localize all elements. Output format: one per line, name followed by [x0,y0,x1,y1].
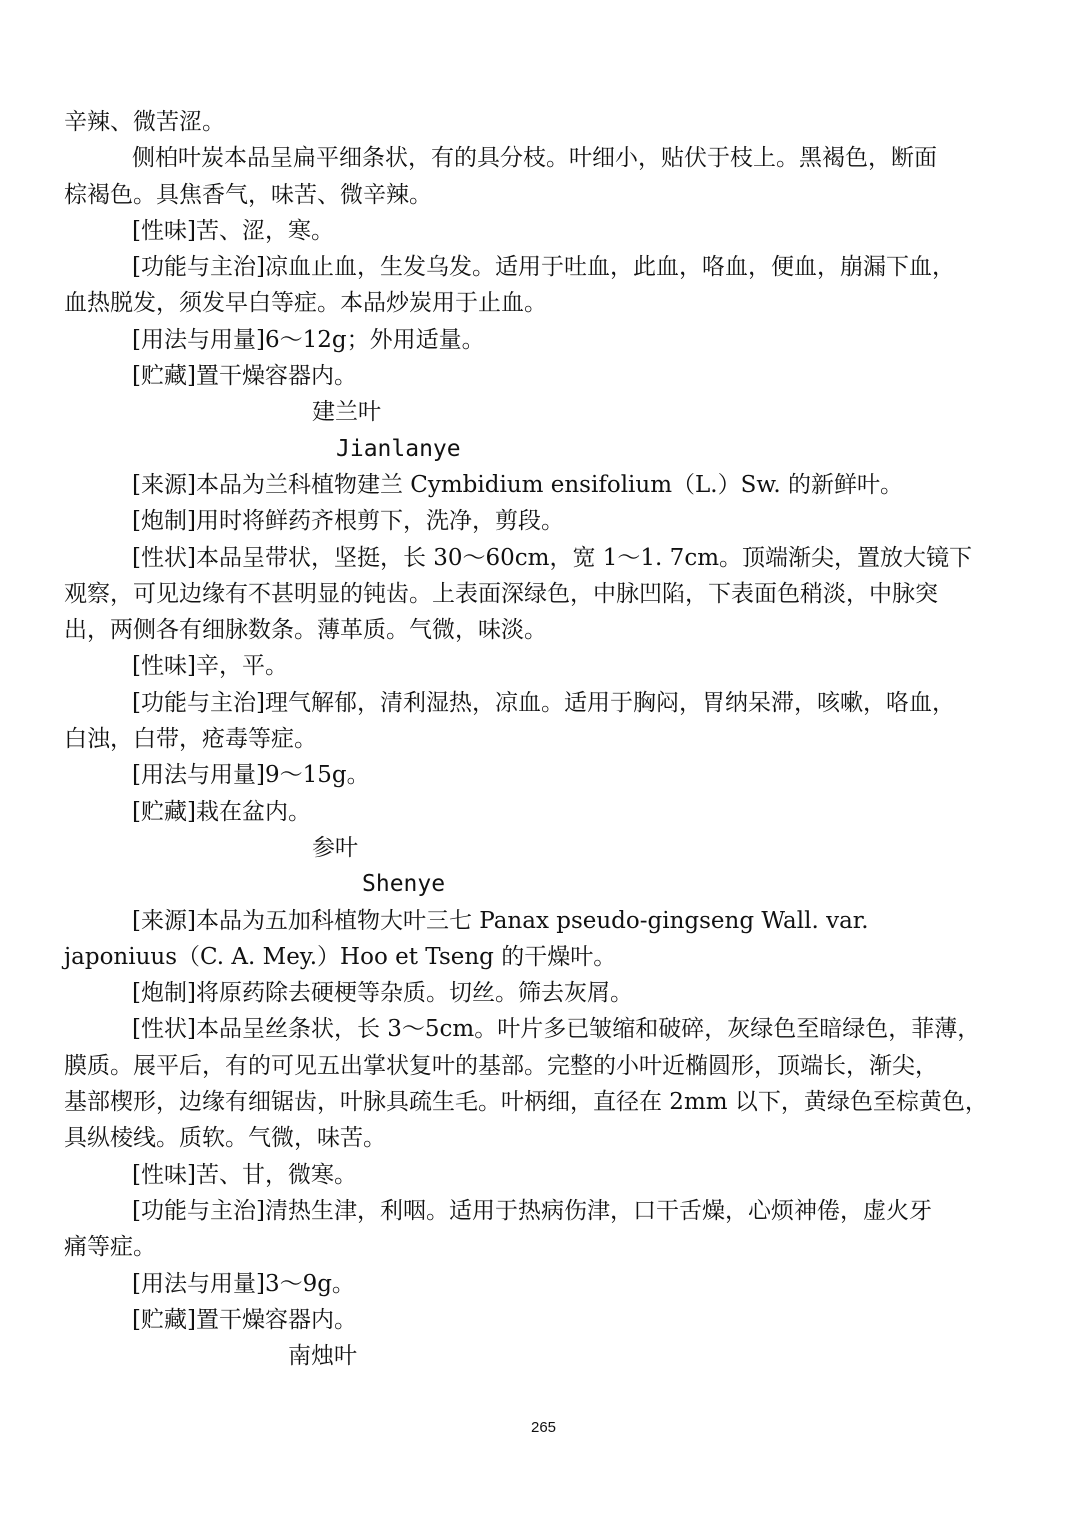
text-line: [用法与用量]6～12g；外用适量。 [132,326,485,353]
text-line: [性状]本品呈带状，坚挺，长 30～60cm，宽 1～1. 7cm。顶端渐尖，置放大镜下 [132,544,973,571]
text-line: [炮制]将原药除去硬梗等杂质。切丝。筛去灰屑。 [132,980,633,1007]
entry-heading: 南烛叶 [288,1343,357,1370]
entry-heading: 建兰叶 [312,399,381,426]
entry-heading: 参叶 [312,834,358,861]
text-line: 痛等症。 [64,1234,156,1261]
text-line: 辛辣、微苦涩。 [64,109,225,135]
text-line: [贮藏]栽在盆内。 [132,798,311,825]
text-line: 基部楔形，边缘有细锯齿，叶脉具疏生毛。叶柄细，直径在 2mm 以下，黄绿色至棕黄色， [64,1089,988,1116]
text-line: [功能与主治]凉血止血，生发乌发。适用于吐血，此血，咯血，便血，崩漏下血， [132,254,955,281]
entry-pinyin: Jianlanye [336,435,461,462]
entry-pinyin: Shenye [362,871,446,898]
text-line: [功能与主治]理气解郁，清利湿热，凉血。适用于胸闷，胃纳呆滞，咳嗽，咯血， [132,689,955,716]
text-line: 侧柏叶炭本品呈扁平细条状，有的具分枝。叶细小，贴伏于枝上。黑褐色，断面 [132,145,937,172]
text-line: 白浊，白带，疮毒等症。 [64,726,317,753]
text-line: [功能与主治]清热生津，利咽。适用于热病伤津，口干舌燥，心烦神倦，虚火牙 [132,1197,932,1224]
text-line: [炮制]用时将鲜药齐根剪下，洗净，剪段。 [132,508,564,535]
text-line: [用法与用量]9～15g。 [132,762,370,789]
text-line: 棕褐色。具焦香气，味苦、微辛辣。 [64,181,432,208]
text-line: 血热脱发，须发早白等症。本品炒炭用于止血。 [64,290,547,317]
text-line: [贮藏]置干燥容器内。 [132,363,357,390]
text-line: [来源]本品为兰科植物建兰 Cymbidium ensifolium（L.）Sw. 的新鲜叶。 [132,471,903,498]
text-line: 具纵棱线。质软。气微，味苦。 [64,1125,386,1152]
text-line: [用法与用量]3～9g。 [132,1270,355,1297]
text-line: [来源]本品为五加科植物大叶三七 Panax pseudo-gingseng Wall. var. [132,907,869,934]
text-line: japoniuus（C. A. Mey.）Hoo et Tseng 的干燥叶。 [64,943,617,970]
page-body [64,104,1026,1374]
text-line: 膜质。展平后，有的可见五出掌状复叶的基部。完整的小叶近椭圆形，顶端长，渐尖， [64,1052,938,1079]
text-line: [性味]苦、甘，微寒。 [132,1161,357,1188]
text-line: [性味]辛，平。 [132,653,288,680]
text-line: 观察，可见边缘有不甚明显的钝齿。上表面深绿色，中脉凹陷，下表面色稍淡，中脉突 [64,580,938,607]
text-line: [性状]本品呈丝条状，长 3～5cm。叶片多已皱缩和破碎，灰绿色至暗绿色，菲薄， [132,1016,981,1043]
text-line: [性味]苦、涩，寒。 [132,217,334,244]
page-number: 265 [530,1419,557,1436]
text-line: 出，两侧各有细脉数条。薄革质。气微，味淡。 [64,617,547,644]
text-line: [贮藏]置干燥容器内。 [132,1306,357,1333]
